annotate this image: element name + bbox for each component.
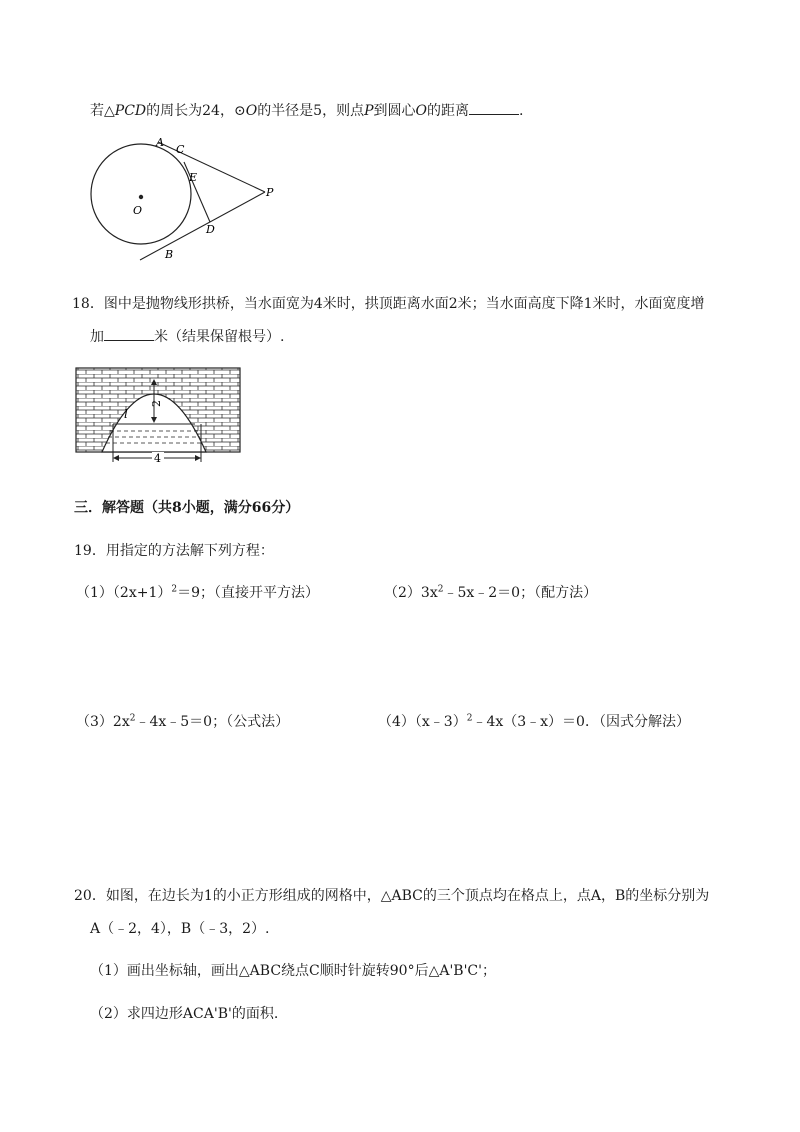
q19-seg: （3）2x bbox=[76, 714, 130, 730]
q17-seg: 的距离 bbox=[427, 103, 470, 119]
tangent-line-pb bbox=[140, 192, 265, 260]
q18-seg: 加 bbox=[90, 329, 104, 345]
label-b: B bbox=[165, 248, 174, 261]
q19-part1 bbox=[76, 582, 319, 602]
q17-var: PCD bbox=[114, 103, 147, 119]
exponent: 2 bbox=[437, 584, 444, 595]
section-heading: 三．解答题（共8小题，满分66分） bbox=[74, 500, 300, 516]
q19-title: 19．用指定的方法解下列方程： bbox=[74, 543, 274, 559]
q18-line1: 18．图中是抛物线形拱桥，当水面宽为4米时，拱顶距离水面2米；当水面高度下降1米时，水面宽度增 bbox=[72, 296, 705, 312]
q17-seg: 的周长为24， bbox=[146, 103, 234, 119]
q18-seg: 米（结果保留根号）. bbox=[154, 329, 285, 345]
exponent: 2 bbox=[171, 584, 178, 595]
q19-part2 bbox=[384, 582, 597, 602]
label-p: P bbox=[266, 186, 274, 199]
q19-seg: （4）（x﹣3） bbox=[378, 714, 467, 730]
q19-seg: （1）（2x+1） bbox=[76, 585, 172, 601]
label-o: O bbox=[133, 204, 143, 217]
tangent-line-pa bbox=[158, 142, 265, 192]
q17-var: P bbox=[364, 103, 374, 119]
q17-var: O bbox=[245, 103, 258, 119]
q17-seg: 到圆心 bbox=[373, 103, 416, 119]
q20-sub1: （1）画出坐标轴，画出△ABC绕点C顺时针旋转90°后△A'B'C'； bbox=[90, 963, 496, 979]
q20-line1: 20．如图，在边长为1的小正方形组成的网格中，△ABC的三个顶点均在格点上，点A，B的坐标分别为 bbox=[74, 888, 710, 904]
width-label: 4 bbox=[154, 452, 161, 464]
q19-seg: ﹣5x﹣2＝0；（配方法） bbox=[443, 585, 598, 601]
q17-seg: 若△ bbox=[90, 103, 115, 119]
label-e: E bbox=[189, 171, 198, 184]
exponent: 2 bbox=[129, 713, 136, 724]
q17-text bbox=[90, 100, 523, 120]
q19-seg: ﹣4x（3﹣x）＝0．（因式分解法） bbox=[472, 714, 690, 730]
answer-blank[interactable] bbox=[104, 326, 154, 341]
circle-symbol: ⊙ bbox=[233, 103, 246, 119]
arrow-head-right bbox=[195, 455, 201, 461]
q19-seg: ﹣4x﹣5＝0；（公式法） bbox=[135, 714, 290, 730]
q17-var: O bbox=[415, 103, 428, 119]
label-c: C bbox=[176, 143, 185, 156]
q17-seg: . bbox=[519, 103, 524, 119]
height-label: 2 bbox=[150, 400, 163, 407]
label-d: D bbox=[206, 223, 215, 236]
water-label: l bbox=[124, 407, 128, 421]
q19-seg: ＝9；（直接开平方法） bbox=[177, 585, 320, 601]
q19-part3 bbox=[76, 711, 289, 731]
label-a: A bbox=[156, 136, 164, 149]
q19-seg: （2）3x bbox=[384, 585, 438, 601]
q20-sub2: （2）求四边形ACA'B'的面积. bbox=[90, 1006, 279, 1022]
q18-line2 bbox=[90, 326, 284, 346]
exponent: 2 bbox=[466, 713, 473, 724]
answer-blank[interactable] bbox=[469, 100, 519, 115]
arrow-head-left bbox=[113, 455, 119, 461]
q17-seg: 的半径是5，则点 bbox=[257, 103, 365, 119]
arch-bridge-figure bbox=[74, 366, 244, 464]
center-point bbox=[139, 195, 143, 199]
q19-part4 bbox=[378, 711, 690, 731]
circle-o bbox=[91, 144, 191, 244]
circle-tangent-figure bbox=[80, 132, 290, 262]
q20-line2: A（﹣2，4），B（﹣3，2）. bbox=[90, 921, 270, 937]
